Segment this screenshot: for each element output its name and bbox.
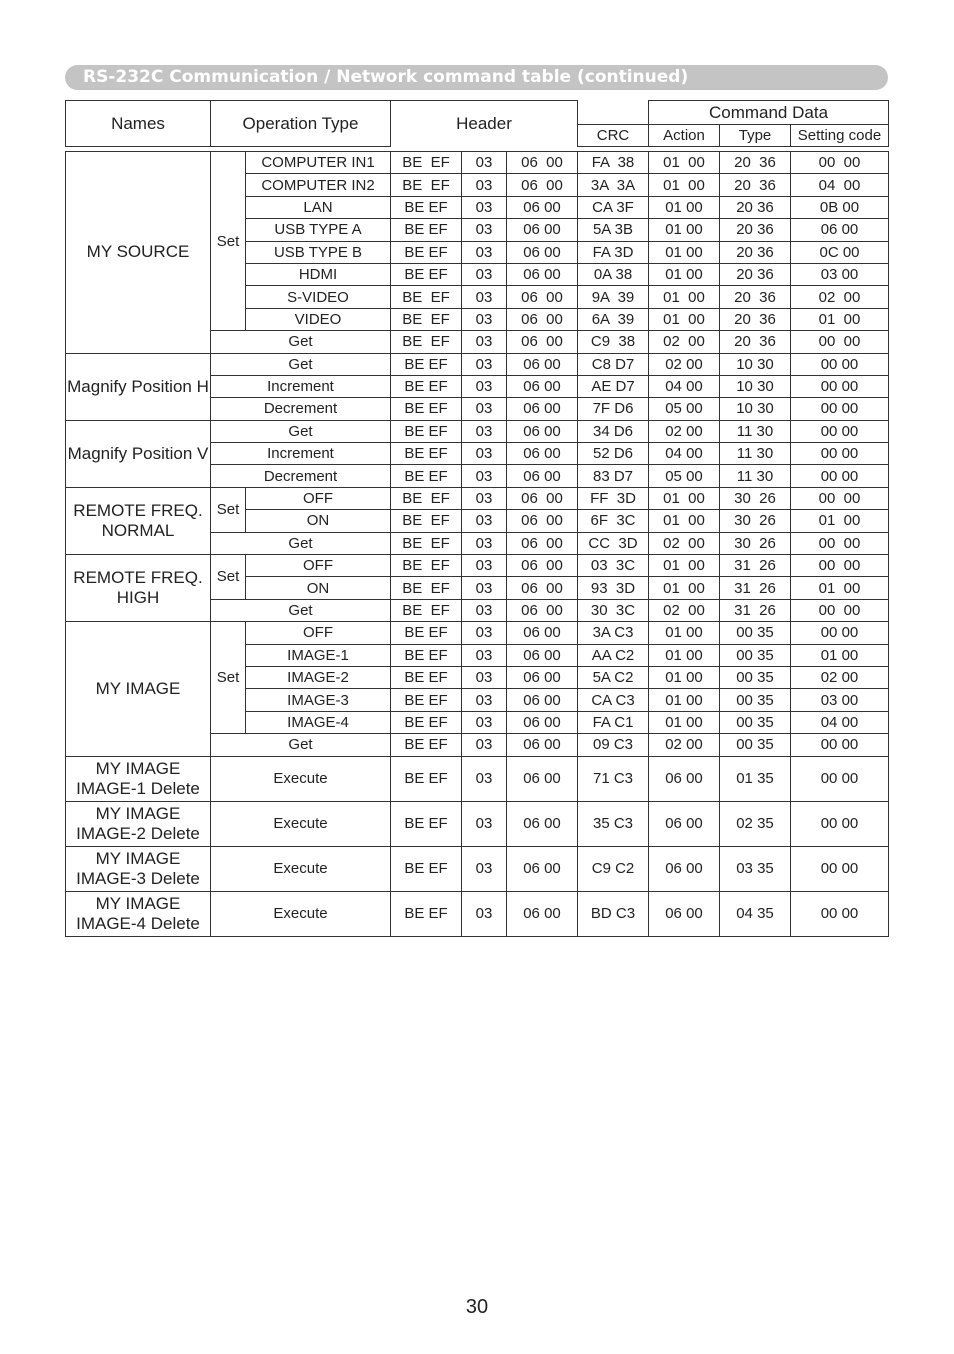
header-byte-2: 03: [462, 734, 507, 756]
crc-cell: 83 D7: [578, 465, 649, 487]
action-cell: 01 00: [649, 510, 720, 532]
header-byte-3: 06 00: [507, 241, 578, 263]
action-cell: 02 00: [649, 331, 720, 353]
header-byte-3: 06 00: [507, 375, 578, 397]
crc-cell: CA C3: [578, 689, 649, 711]
table-row: [66, 756, 889, 801]
header-command-data: Command Data: [649, 101, 889, 125]
header-crc: CRC: [578, 125, 649, 147]
setting-code-cell: 00 00: [791, 375, 889, 397]
type-cell: 20 36: [720, 241, 791, 263]
setting-code-cell: 01 00: [791, 510, 889, 532]
header-byte-1: BE EF: [391, 286, 462, 308]
setting-code-cell: 00 00: [791, 420, 889, 442]
type-cell: 20 36: [720, 196, 791, 218]
action-cell: 01 00: [649, 577, 720, 599]
action-cell: 05 00: [649, 398, 720, 420]
setting-code-cell: 04 00: [791, 174, 889, 196]
crc-cell: C9 38: [578, 331, 649, 353]
operation-cell: VIDEO: [246, 308, 391, 330]
crc-cell: 6A 39: [578, 308, 649, 330]
header-byte-3: 06 00: [507, 487, 578, 509]
type-cell: 10 30: [720, 353, 791, 375]
header-byte-3: 06 00: [507, 801, 578, 846]
group-name: MY IMAGE IMAGE-2 Delete: [66, 801, 211, 846]
header-byte-1: BE EF: [391, 263, 462, 285]
header-byte-2: 03: [462, 331, 507, 353]
header-byte-1: BE EF: [391, 555, 462, 577]
header-byte-3: 06 00: [507, 308, 578, 330]
header-byte-3: 06 00: [507, 174, 578, 196]
header-byte-1: BE EF: [391, 622, 462, 644]
operation-cell: Get: [211, 420, 391, 442]
operation-cell: Increment: [211, 443, 391, 465]
setting-code-cell: 00 00: [791, 353, 889, 375]
type-cell: 04 35: [720, 891, 791, 936]
type-cell: 30 26: [720, 510, 791, 532]
setting-code-cell: 00 00: [791, 465, 889, 487]
action-cell: 02 00: [649, 532, 720, 554]
operation-cell: Get: [211, 599, 391, 621]
header-byte-3: 06 00: [507, 756, 578, 801]
action-cell: 01 00: [649, 263, 720, 285]
header-byte-1: BE EF: [391, 846, 462, 891]
setting-code-cell: 00 00: [791, 152, 889, 174]
header-byte-2: 03: [462, 666, 507, 688]
crc-cell: 35 C3: [578, 801, 649, 846]
crc-cell: 71 C3: [578, 756, 649, 801]
operation-cell: COMPUTER IN2: [246, 174, 391, 196]
setting-code-cell: 03 00: [791, 263, 889, 285]
action-cell: 04 00: [649, 443, 720, 465]
crc-cell: FA 38: [578, 152, 649, 174]
operation-cell: Decrement: [211, 465, 391, 487]
header-byte-3: 06 00: [507, 846, 578, 891]
header-byte-2: 03: [462, 622, 507, 644]
header-byte-2: 03: [462, 219, 507, 241]
type-cell: 20 36: [720, 308, 791, 330]
action-cell: 01 00: [649, 219, 720, 241]
setting-code-cell: 0B 00: [791, 196, 889, 218]
header-operation-type: Operation Type: [211, 101, 391, 147]
crc-cell: 03 3C: [578, 555, 649, 577]
type-cell: 11 30: [720, 443, 791, 465]
group-name: MY IMAGE: [66, 622, 211, 756]
header-type: Type: [720, 125, 791, 147]
crc-cell: BD C3: [578, 891, 649, 936]
action-cell: 04 00: [649, 375, 720, 397]
header-byte-3: 06 00: [507, 443, 578, 465]
header-byte-1: BE EF: [391, 689, 462, 711]
action-cell: 01 00: [649, 689, 720, 711]
operation-cell: HDMI: [246, 263, 391, 285]
table-row: [66, 152, 889, 174]
action-cell: 02 00: [649, 420, 720, 442]
operation-cell: IMAGE-1: [246, 644, 391, 666]
type-cell: 30 26: [720, 487, 791, 509]
operation-cell: IMAGE-2: [246, 666, 391, 688]
header-byte-1: BE EF: [391, 398, 462, 420]
header-byte-2: 03: [462, 375, 507, 397]
table-row: [66, 801, 889, 846]
header-byte-1: BE EF: [391, 666, 462, 688]
group-name: REMOTE FREQ. NORMAL: [66, 487, 211, 554]
header-byte-2: 03: [462, 308, 507, 330]
header-byte-1: BE EF: [391, 532, 462, 554]
header-byte-3: 06 00: [507, 465, 578, 487]
action-cell: 01 00: [649, 241, 720, 263]
type-cell: 11 30: [720, 465, 791, 487]
header-byte-2: 03: [462, 532, 507, 554]
command-table: [65, 151, 889, 937]
setting-code-cell: 00 00: [791, 398, 889, 420]
header-byte-3: 06 00: [507, 331, 578, 353]
header-byte-1: BE EF: [391, 420, 462, 442]
set-label: Set: [211, 555, 246, 600]
header-byte-3: 06 00: [507, 219, 578, 241]
header-byte-2: 03: [462, 689, 507, 711]
setting-code-cell: 00 00: [791, 331, 889, 353]
set-label: Set: [211, 487, 246, 532]
crc-cell: FF 3D: [578, 487, 649, 509]
header-byte-1: BE EF: [391, 734, 462, 756]
operation-cell: Execute: [211, 891, 391, 936]
crc-cell: 0A 38: [578, 263, 649, 285]
operation-cell: Get: [211, 734, 391, 756]
header-byte-2: 03: [462, 756, 507, 801]
crc-cell: 9A 39: [578, 286, 649, 308]
setting-code-cell: 01 00: [791, 644, 889, 666]
setting-code-cell: 00 00: [791, 846, 889, 891]
group-name: MY SOURCE: [66, 152, 211, 354]
crc-cell: 5A C2: [578, 666, 649, 688]
action-cell: 06 00: [649, 891, 720, 936]
action-cell: 01 00: [649, 487, 720, 509]
header-names: Names: [66, 101, 211, 147]
header-byte-1: BE EF: [391, 174, 462, 196]
crc-cell: 93 3D: [578, 577, 649, 599]
page-number: 30: [465, 1296, 489, 1318]
header-byte-2: 03: [462, 510, 507, 532]
crc-cell: C8 D7: [578, 353, 649, 375]
crc-cell: 5A 3B: [578, 219, 649, 241]
action-cell: 02 00: [649, 734, 720, 756]
crc-cell: 34 D6: [578, 420, 649, 442]
header-byte-1: BE EF: [391, 644, 462, 666]
setting-code-cell: 00 00: [791, 801, 889, 846]
type-cell: 00 35: [720, 622, 791, 644]
header-byte-3: 06 00: [507, 689, 578, 711]
type-cell: 10 30: [720, 398, 791, 420]
setting-code-cell: 00 00: [791, 555, 889, 577]
header-byte-1: BE EF: [391, 219, 462, 241]
crc-cell: 3A C3: [578, 622, 649, 644]
crc-cell: 52 D6: [578, 443, 649, 465]
type-cell: 31 26: [720, 577, 791, 599]
crc-cell: 3A 3A: [578, 174, 649, 196]
operation-cell: COMPUTER IN1: [246, 152, 391, 174]
header-byte-2: 03: [462, 263, 507, 285]
setting-code-cell: 0C 00: [791, 241, 889, 263]
header-byte-3: 06 00: [507, 555, 578, 577]
setting-code-cell: 00 00: [791, 532, 889, 554]
operation-cell: USB TYPE A: [246, 219, 391, 241]
header-byte-2: 03: [462, 241, 507, 263]
action-cell: 06 00: [649, 846, 720, 891]
header-action: Action: [649, 125, 720, 147]
table-row: [66, 891, 889, 936]
group-name: Magnify Position H: [66, 353, 211, 420]
group-name: MY IMAGE IMAGE-1 Delete: [66, 756, 211, 801]
type-cell: 00 35: [720, 666, 791, 688]
header-byte-1: BE EF: [391, 331, 462, 353]
type-cell: 20 36: [720, 219, 791, 241]
group-name: REMOTE FREQ. HIGH: [66, 555, 211, 622]
header-byte-2: 03: [462, 174, 507, 196]
header-byte-1: BE EF: [391, 375, 462, 397]
group-name: MY IMAGE IMAGE-3 Delete: [66, 846, 211, 891]
header-byte-3: 06 00: [507, 263, 578, 285]
operation-cell: LAN: [246, 196, 391, 218]
table-row: [66, 846, 889, 891]
header-byte-1: BE EF: [391, 487, 462, 509]
group-name: MY IMAGE IMAGE-4 Delete: [66, 891, 211, 936]
operation-cell: OFF: [246, 622, 391, 644]
header-byte-2: 03: [462, 420, 507, 442]
action-cell: 02 00: [649, 353, 720, 375]
header-setting-code: Setting code: [791, 125, 889, 147]
header-byte-3: 06 00: [507, 734, 578, 756]
type-cell: 11 30: [720, 420, 791, 442]
type-cell: 00 35: [720, 689, 791, 711]
table-row: [66, 555, 889, 577]
header-byte-3: 06 00: [507, 666, 578, 688]
action-cell: 01 00: [649, 644, 720, 666]
crc-cell: AA C2: [578, 644, 649, 666]
header-byte-1: BE EF: [391, 241, 462, 263]
setting-code-cell: 04 00: [791, 711, 889, 733]
header-byte-2: 03: [462, 599, 507, 621]
header-spacer: [578, 101, 649, 125]
setting-code-cell: 00 00: [791, 891, 889, 936]
header-byte-1: BE EF: [391, 599, 462, 621]
header-byte-1: BE EF: [391, 196, 462, 218]
type-cell: 20 36: [720, 174, 791, 196]
action-cell: 05 00: [649, 465, 720, 487]
action-cell: 01 00: [649, 196, 720, 218]
operation-cell: OFF: [246, 487, 391, 509]
header-byte-2: 03: [462, 443, 507, 465]
header-byte-3: 06 00: [507, 420, 578, 442]
type-cell: 10 30: [720, 375, 791, 397]
header-byte-3: 06 00: [507, 577, 578, 599]
type-cell: 01 35: [720, 756, 791, 801]
set-label: Set: [211, 622, 246, 734]
header-byte-1: BE EF: [391, 756, 462, 801]
header-byte-2: 03: [462, 286, 507, 308]
header-byte-3: 06 00: [507, 353, 578, 375]
header-byte-3: 06 00: [507, 622, 578, 644]
crc-cell: 09 C3: [578, 734, 649, 756]
header-byte-2: 03: [462, 465, 507, 487]
setting-code-cell: 01 00: [791, 308, 889, 330]
operation-cell: Increment: [211, 375, 391, 397]
setting-code-cell: 00 00: [791, 734, 889, 756]
operation-cell: USB TYPE B: [246, 241, 391, 263]
header-byte-2: 03: [462, 577, 507, 599]
action-cell: 01 00: [649, 555, 720, 577]
header-byte-3: 06 00: [507, 398, 578, 420]
header-byte-2: 03: [462, 152, 507, 174]
header-byte-1: BE EF: [391, 152, 462, 174]
setting-code-cell: 00 00: [791, 443, 889, 465]
header-byte-1: BE EF: [391, 308, 462, 330]
operation-cell: ON: [246, 510, 391, 532]
setting-code-cell: 02 00: [791, 286, 889, 308]
header-byte-1: BE EF: [391, 891, 462, 936]
type-cell: 31 26: [720, 599, 791, 621]
type-cell: 20 36: [720, 152, 791, 174]
header-byte-1: BE EF: [391, 577, 462, 599]
header-byte-2: 03: [462, 487, 507, 509]
header-byte-3: 06 00: [507, 891, 578, 936]
header-byte-3: 06 00: [507, 644, 578, 666]
header-byte-2: 03: [462, 398, 507, 420]
type-cell: 30 26: [720, 532, 791, 554]
type-cell: 00 35: [720, 734, 791, 756]
action-cell: 01 00: [649, 174, 720, 196]
setting-code-cell: 02 00: [791, 666, 889, 688]
action-cell: 01 00: [649, 152, 720, 174]
operation-cell: Execute: [211, 756, 391, 801]
operation-cell: Execute: [211, 846, 391, 891]
header-byte-3: 06 00: [507, 599, 578, 621]
header-byte-1: BE EF: [391, 465, 462, 487]
crc-cell: FA C1: [578, 711, 649, 733]
crc-cell: C9 C2: [578, 846, 649, 891]
action-cell: 01 00: [649, 666, 720, 688]
type-cell: 00 35: [720, 644, 791, 666]
header-byte-3: 06 00: [507, 286, 578, 308]
setting-code-cell: 00 00: [791, 599, 889, 621]
action-cell: 01 00: [649, 308, 720, 330]
header-byte-2: 03: [462, 196, 507, 218]
header-byte-3: 06 00: [507, 532, 578, 554]
header-byte-1: BE EF: [391, 353, 462, 375]
crc-cell: 6F 3C: [578, 510, 649, 532]
setting-code-cell: 00 00: [791, 487, 889, 509]
group-name: Magnify Position V: [66, 420, 211, 487]
table-row: [66, 622, 889, 644]
setting-code-cell: 03 00: [791, 689, 889, 711]
action-cell: 02 00: [649, 599, 720, 621]
operation-cell: ON: [246, 577, 391, 599]
type-cell: 03 35: [720, 846, 791, 891]
type-cell: 02 35: [720, 801, 791, 846]
section-banner: RS-232C Communication / Network command table (continued): [65, 65, 888, 90]
type-cell: 31 26: [720, 555, 791, 577]
header-byte-2: 03: [462, 891, 507, 936]
table-row: [66, 353, 889, 375]
operation-cell: Decrement: [211, 398, 391, 420]
action-cell: 06 00: [649, 756, 720, 801]
operation-cell: OFF: [246, 555, 391, 577]
header-byte-2: 03: [462, 555, 507, 577]
header-byte-2: 03: [462, 801, 507, 846]
crc-cell: CA 3F: [578, 196, 649, 218]
header-header: Header: [391, 101, 578, 147]
header-byte-3: 06 00: [507, 152, 578, 174]
header-byte-3: 06 00: [507, 711, 578, 733]
crc-cell: CC 3D: [578, 532, 649, 554]
crc-cell: AE D7: [578, 375, 649, 397]
setting-code-cell: 06 00: [791, 219, 889, 241]
setting-code-cell: 01 00: [791, 577, 889, 599]
setting-code-cell: 00 00: [791, 622, 889, 644]
type-cell: 20 36: [720, 263, 791, 285]
operation-cell: Get: [211, 331, 391, 353]
type-cell: 20 36: [720, 286, 791, 308]
crc-cell: FA 3D: [578, 241, 649, 263]
crc-cell: 7F D6: [578, 398, 649, 420]
header-byte-1: BE EF: [391, 510, 462, 532]
action-cell: 01 00: [649, 622, 720, 644]
operation-cell: IMAGE-4: [246, 711, 391, 733]
action-cell: 01 00: [649, 711, 720, 733]
crc-cell: 30 3C: [578, 599, 649, 621]
header-byte-2: 03: [462, 846, 507, 891]
header-byte-2: 03: [462, 353, 507, 375]
operation-cell: Get: [211, 532, 391, 554]
header-byte-1: BE EF: [391, 711, 462, 733]
header-byte-3: 06 00: [507, 196, 578, 218]
setting-code-cell: 00 00: [791, 756, 889, 801]
type-cell: 00 35: [720, 711, 791, 733]
operation-cell: Get: [211, 353, 391, 375]
table-row: [66, 420, 889, 442]
command-table-header: [65, 100, 889, 147]
header-byte-2: 03: [462, 711, 507, 733]
header-byte-2: 03: [462, 644, 507, 666]
set-label: Set: [211, 152, 246, 331]
action-cell: 01 00: [649, 286, 720, 308]
table-row: [66, 487, 889, 509]
operation-cell: Execute: [211, 801, 391, 846]
operation-cell: S-VIDEO: [246, 286, 391, 308]
header-byte-3: 06 00: [507, 510, 578, 532]
operation-cell: IMAGE-3: [246, 689, 391, 711]
action-cell: 06 00: [649, 801, 720, 846]
header-byte-1: BE EF: [391, 443, 462, 465]
header-byte-1: BE EF: [391, 801, 462, 846]
type-cell: 20 36: [720, 331, 791, 353]
